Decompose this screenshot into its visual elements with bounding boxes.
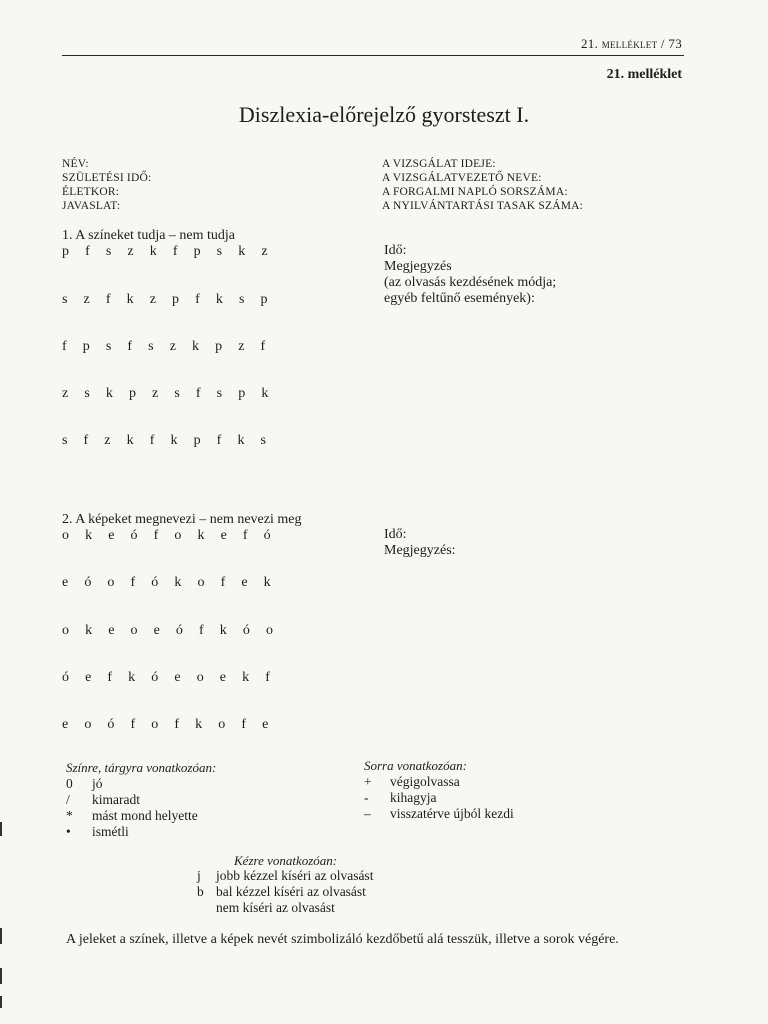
scan-mark: [0, 968, 2, 984]
section2-notes: [384, 527, 456, 559]
legend-symbol: 0: [66, 776, 73, 791]
field-examiner-name: A VIZSGÁLATVEZETŐ NEVE:: [382, 172, 542, 184]
legend-text: mást mond helyette: [92, 808, 198, 823]
legend-hand-list: [197, 868, 373, 916]
time-label: Idő:: [384, 527, 407, 542]
legend-text: kihagyja: [390, 790, 437, 805]
section1-notes: [384, 243, 556, 307]
legend-text: bal kézzel kíséri az olvasást: [216, 884, 366, 899]
section1-row: z s k p z s f s p k: [62, 386, 275, 401]
legend-color-title: Színre, tárgyra vonatkozóan:: [66, 760, 217, 775]
remark-hint: (az olvasás kezdésének módja;: [384, 275, 557, 290]
section1-row: p f s z k f p s k z: [62, 244, 274, 259]
field-folder-number: A NYILVÁNTARTÁSI TASAK SZÁMA:: [382, 200, 584, 212]
scan-mark: [0, 822, 2, 836]
legend-item: [364, 806, 514, 822]
section1-heading: 1. A színeket tudja – nem tudja: [62, 228, 236, 243]
scan-mark: [0, 928, 2, 944]
legend-item: [364, 774, 514, 790]
legend-symbol: •: [66, 824, 71, 839]
section2-row: e ó o f ó k o f e k: [62, 575, 277, 590]
exam-fields: [382, 157, 583, 213]
appendix-label: 21. melléklet: [606, 67, 682, 82]
legend-color-list: [66, 776, 198, 840]
legend-item: [66, 792, 198, 808]
legend-text: végigolvassa: [390, 774, 460, 789]
field-name: NÉV:: [62, 158, 89, 170]
legend-text: kimaradt: [92, 792, 140, 807]
legend-symbol: j: [197, 868, 201, 883]
legend-item: [197, 884, 373, 900]
section1-row: f p s f s z k p z f: [62, 339, 272, 354]
field-birth-date: SZÜLETÉSI IDŐ:: [62, 172, 152, 184]
remark-hint: egyéb feltűnő események):: [384, 291, 535, 306]
legend-symbol: –: [364, 806, 371, 821]
section2-row: e o ó f o f k o f e: [62, 717, 275, 732]
legend-text: jó: [92, 776, 103, 791]
header-rule: [62, 55, 684, 56]
legend-symbol: /: [66, 792, 70, 807]
legend-text: jobb kézzel kíséri az olvasást: [216, 868, 374, 883]
legend-symbol: -: [364, 790, 369, 805]
time-label: Idő:: [384, 243, 407, 258]
page-title: Diszlexia-előrejelző gyorsteszt I.: [238, 102, 530, 127]
legend-item: [66, 776, 198, 792]
field-age: ÉLETKOR:: [62, 186, 120, 198]
running-head: 21. melléklet / 73: [581, 36, 682, 51]
legend-symbol: +: [364, 774, 372, 789]
remark-label: Megjegyzés:: [384, 543, 456, 558]
legend-item: [364, 790, 514, 806]
section2-heading: 2. A képeket megnevezi – nem nevezi meg: [62, 512, 302, 527]
field-recommendation: JAVASLAT:: [62, 200, 121, 212]
legend-hand-title: Kézre vonatkozóan:: [234, 853, 338, 868]
legend-item: [197, 868, 373, 884]
legend-text: ismétli: [92, 824, 129, 839]
legend-symbol: *: [66, 808, 73, 823]
legend-order-list: [364, 774, 514, 822]
legend-text: visszatérve újból kezdi: [390, 806, 514, 821]
legend-item: [197, 900, 373, 916]
section1-row: s f z k f k p f k s: [62, 433, 273, 448]
section2-row: o k e ó f o k e f ó: [62, 528, 277, 543]
field-log-number: A FORGALMI NAPLÓ SORSZÁMA:: [382, 186, 568, 198]
legend-text: nem kíséri az olvasást: [216, 900, 335, 915]
remark-label: Megjegyzés: [384, 259, 452, 274]
section2-row: o k e o e ó f k ó o: [62, 623, 280, 638]
legend-item: [66, 824, 198, 840]
legend-order-title: Sorra vonatkozóan:: [364, 758, 467, 773]
legend-item: [66, 808, 198, 824]
section2-row: ó e f k ó e o e k f: [62, 670, 277, 685]
legend-symbol: b: [197, 884, 204, 899]
field-exam-date: A VIZSGÁLAT IDEJE:: [382, 158, 496, 170]
footer-instruction: A jeleket a színek, illetve a képek nevét szimbolizáló kezdőbetű alá tesszük, illetve a sorok végére.: [66, 932, 619, 947]
scan-mark: [0, 996, 2, 1008]
section1-row: s z f k z p f k s p: [62, 292, 274, 307]
personal-fields: [62, 157, 151, 213]
